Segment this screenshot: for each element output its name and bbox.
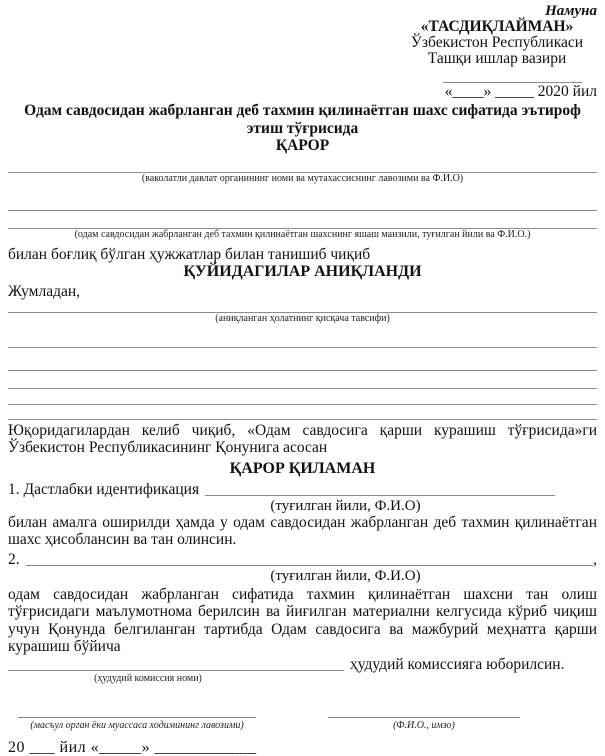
item1-person-field[interactable] [205,481,555,496]
item2-label: 2. [8,550,20,568]
decree-word: ҚАРОР [275,137,330,154]
item2-birth-caption: (туғилган йили, Ф.И.О) [270,567,421,584]
document-title: Одам савдосидан жабрланган деб тахмин қилинаётган шахс сифатида эътироф этиш тўғрисида [24,102,581,137]
approval-block [397,3,597,100]
item2-text: одам савдосидан жабрланган сифатида тахмин қилинаётган шахсни тан олиш тўғрисидаги маълумотнома берилсин ва йиғилган материални келгусида кўриб чиқиш учун Қонунда белгиланган тартибда Одам савдосига ва мажбурий меҳнатга қарши курашиш бўйича [8,585,597,655]
situation-field-line-5[interactable] [8,404,597,405]
item2-row [8,551,597,568]
approve-minister: Ташқи ишлар вазири [427,50,567,67]
item2-person-field[interactable] [26,551,594,566]
situation-field-line-2[interactable] [8,347,597,348]
commission-tail-text: ҳудудий комиссияга юборилсин. [350,655,565,673]
commission-row [8,656,597,673]
approve-label: «ТАСДИҚЛАЙМАН» [420,18,574,35]
person-caption: (одам савдосидан жабрланган деб тахмин қилинаётган шахснинг яшаш манзили, туғилган йили ва Ф.И.О.) [74,228,531,240]
sample-label: Намуна [545,3,597,19]
found-heading: ҚУЙИДАГИЛАР АНИҚЛАНДИ [183,262,422,280]
commission-name-field[interactable] [8,656,344,671]
approval-date-line: «____» _____ 2020 йил [444,83,597,100]
situation-field-line-6[interactable] [8,419,597,420]
item1-text: билан амалга оширилди ҳамда у одам савдосидан жабрланган деб тахмин қилинаётган шахс ҳисоблансин ва тан олинсин. [8,513,597,548]
item1-row [8,481,555,498]
fio-sign-caption: (Ф.И.О., имзо) [393,719,455,731]
item1-birth-caption: (туғилган йили, Ф.И.О) [270,497,421,514]
conclusion-text: Юқоридагилардан келиб чиқиб, «Одам савдосига қарши курашиш тўғрисида»ги Ўзбекистон Республикасининг Қонунига асосан [8,421,597,456]
fio-signature-line[interactable] [328,717,520,718]
intro-text: билан боғлиқ бўлган ҳужжатлар билан танишиб чиқиб [8,245,371,263]
including-text: Жумладан, [8,282,81,300]
situation-caption: (аниқланган ҳолатнинг қисқача тавсифи) [215,312,390,324]
signature-left-block [18,717,256,732]
official-signature-line[interactable] [18,717,256,718]
item1-label: 1. Дастлабки идентификация [8,480,200,498]
signature-row [8,717,597,732]
situation-field-line-3[interactable] [8,370,597,371]
approve-org: Ўзбекистон Республикаси [410,34,584,51]
footer-date-line: 20 ___ йил «_____» ____________ [8,738,257,756]
commission-caption: (ҳудудий комиссия номи) [94,672,202,684]
authority-caption: (ваколатли давлат органининг номи ва мутахассиснинг лавозими ва Ф.И.О) [141,172,464,184]
situation-field-line-4[interactable] [8,388,597,389]
decide-heading: ҚАРОР ҚИЛАМАН [229,459,376,477]
signature-right-block [328,717,520,732]
item2-comma: , [593,550,597,568]
official-position-caption: (масъул орган ёки муассаса ходимининг лавозими) [30,719,244,731]
authority-field-line-2[interactable] [8,210,597,211]
